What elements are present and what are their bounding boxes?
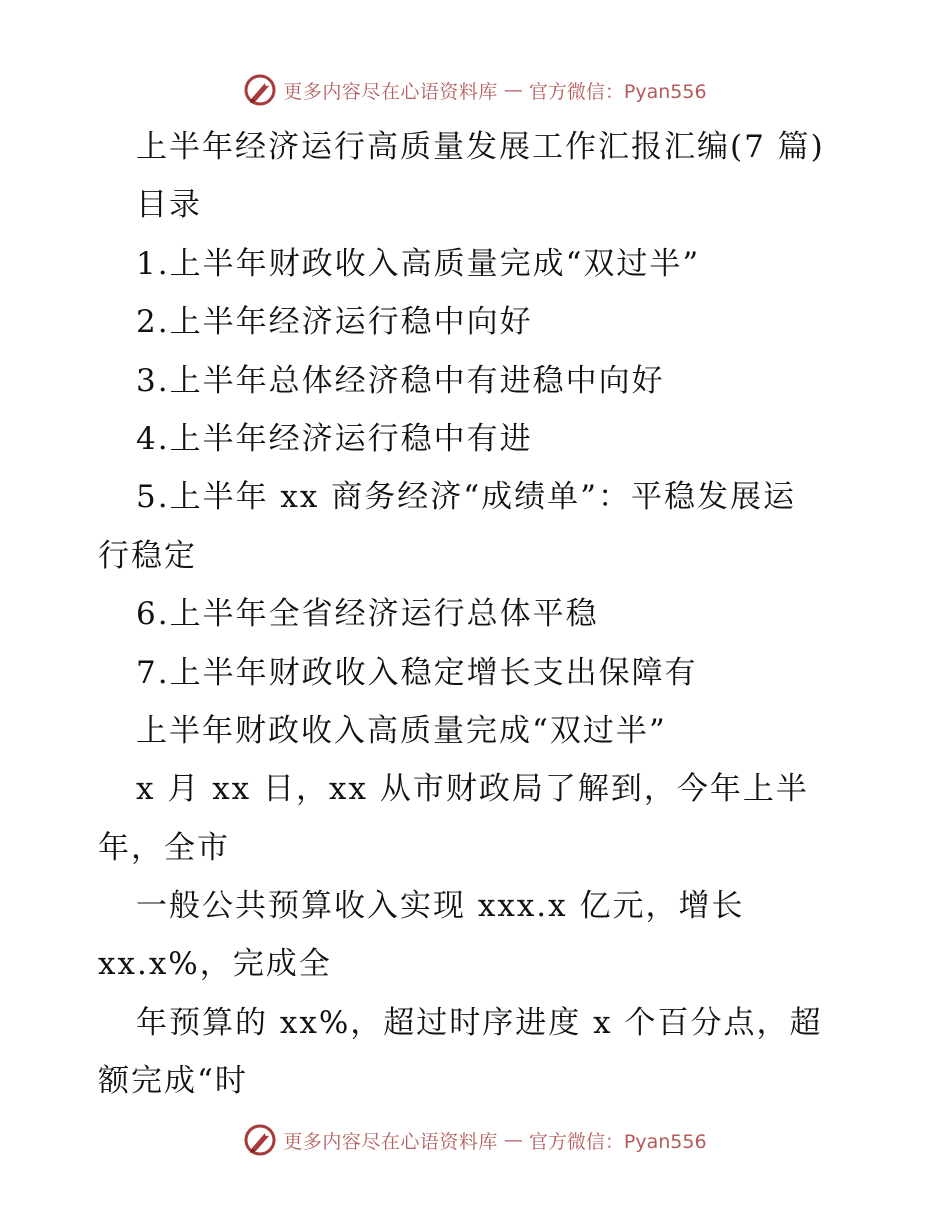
toc-item: 4.上半年经济运行稳中有进 bbox=[136, 420, 533, 457]
toc-item-continuation: 行稳定 bbox=[98, 537, 197, 574]
body-paragraph-line: 额完成“时 bbox=[98, 1063, 248, 1100]
document-title: 上半年经济运行高质量发展工作汇报汇编(7 篇) bbox=[136, 129, 825, 165]
banner-text: 更多内容尽在心语资料库 bbox=[283, 1130, 498, 1153]
toc-item: 6.上半年全省经济运行总体平稳 bbox=[136, 596, 599, 633]
footer-banner bbox=[0, 1120, 950, 1160]
banner-separator: — bbox=[503, 1129, 523, 1151]
pen-logo-icon bbox=[243, 73, 277, 107]
toc-item: 5.上半年 xx 商务经济“成绩单”：平稳发展运 bbox=[136, 479, 796, 516]
toc-item: 3.上半年总体经济稳中有进稳中向好 bbox=[136, 362, 665, 399]
toc-item: 2.上半年经济运行稳中向好 bbox=[136, 304, 533, 341]
document-body bbox=[98, 118, 858, 1111]
body-paragraph-line: 年，全市 bbox=[98, 829, 230, 866]
banner-contact: 官方微信：Pyan556 bbox=[528, 80, 707, 103]
body-paragraph-line: 一般公共预算收入实现 xxx.x 亿元，增长 bbox=[136, 888, 745, 925]
pen-logo-icon bbox=[243, 1123, 277, 1157]
body-paragraph-line: x 月 xx 日，xx 从市财政局了解到，今年上半 bbox=[136, 771, 809, 808]
banner-text: 更多内容尽在心语资料库 bbox=[283, 80, 498, 103]
body-paragraph-line: 年预算的 xx%，超过时序进度 x 个百分点，超 bbox=[136, 1004, 823, 1041]
body-paragraph-line: xx.x%，完成全 bbox=[98, 946, 332, 983]
banner-separator: — bbox=[503, 79, 523, 101]
toc-heading: 目录 bbox=[136, 187, 202, 224]
header-banner bbox=[0, 70, 950, 110]
section-title: 上半年财政收入高质量完成“双过半” bbox=[136, 712, 667, 749]
banner-contact: 官方微信：Pyan556 bbox=[528, 1130, 707, 1153]
toc-item: 7.上半年财政收入稳定增长支出保障有 bbox=[136, 654, 698, 691]
toc-item: 1.上半年财政收入高质量完成“双过半” bbox=[136, 245, 701, 282]
